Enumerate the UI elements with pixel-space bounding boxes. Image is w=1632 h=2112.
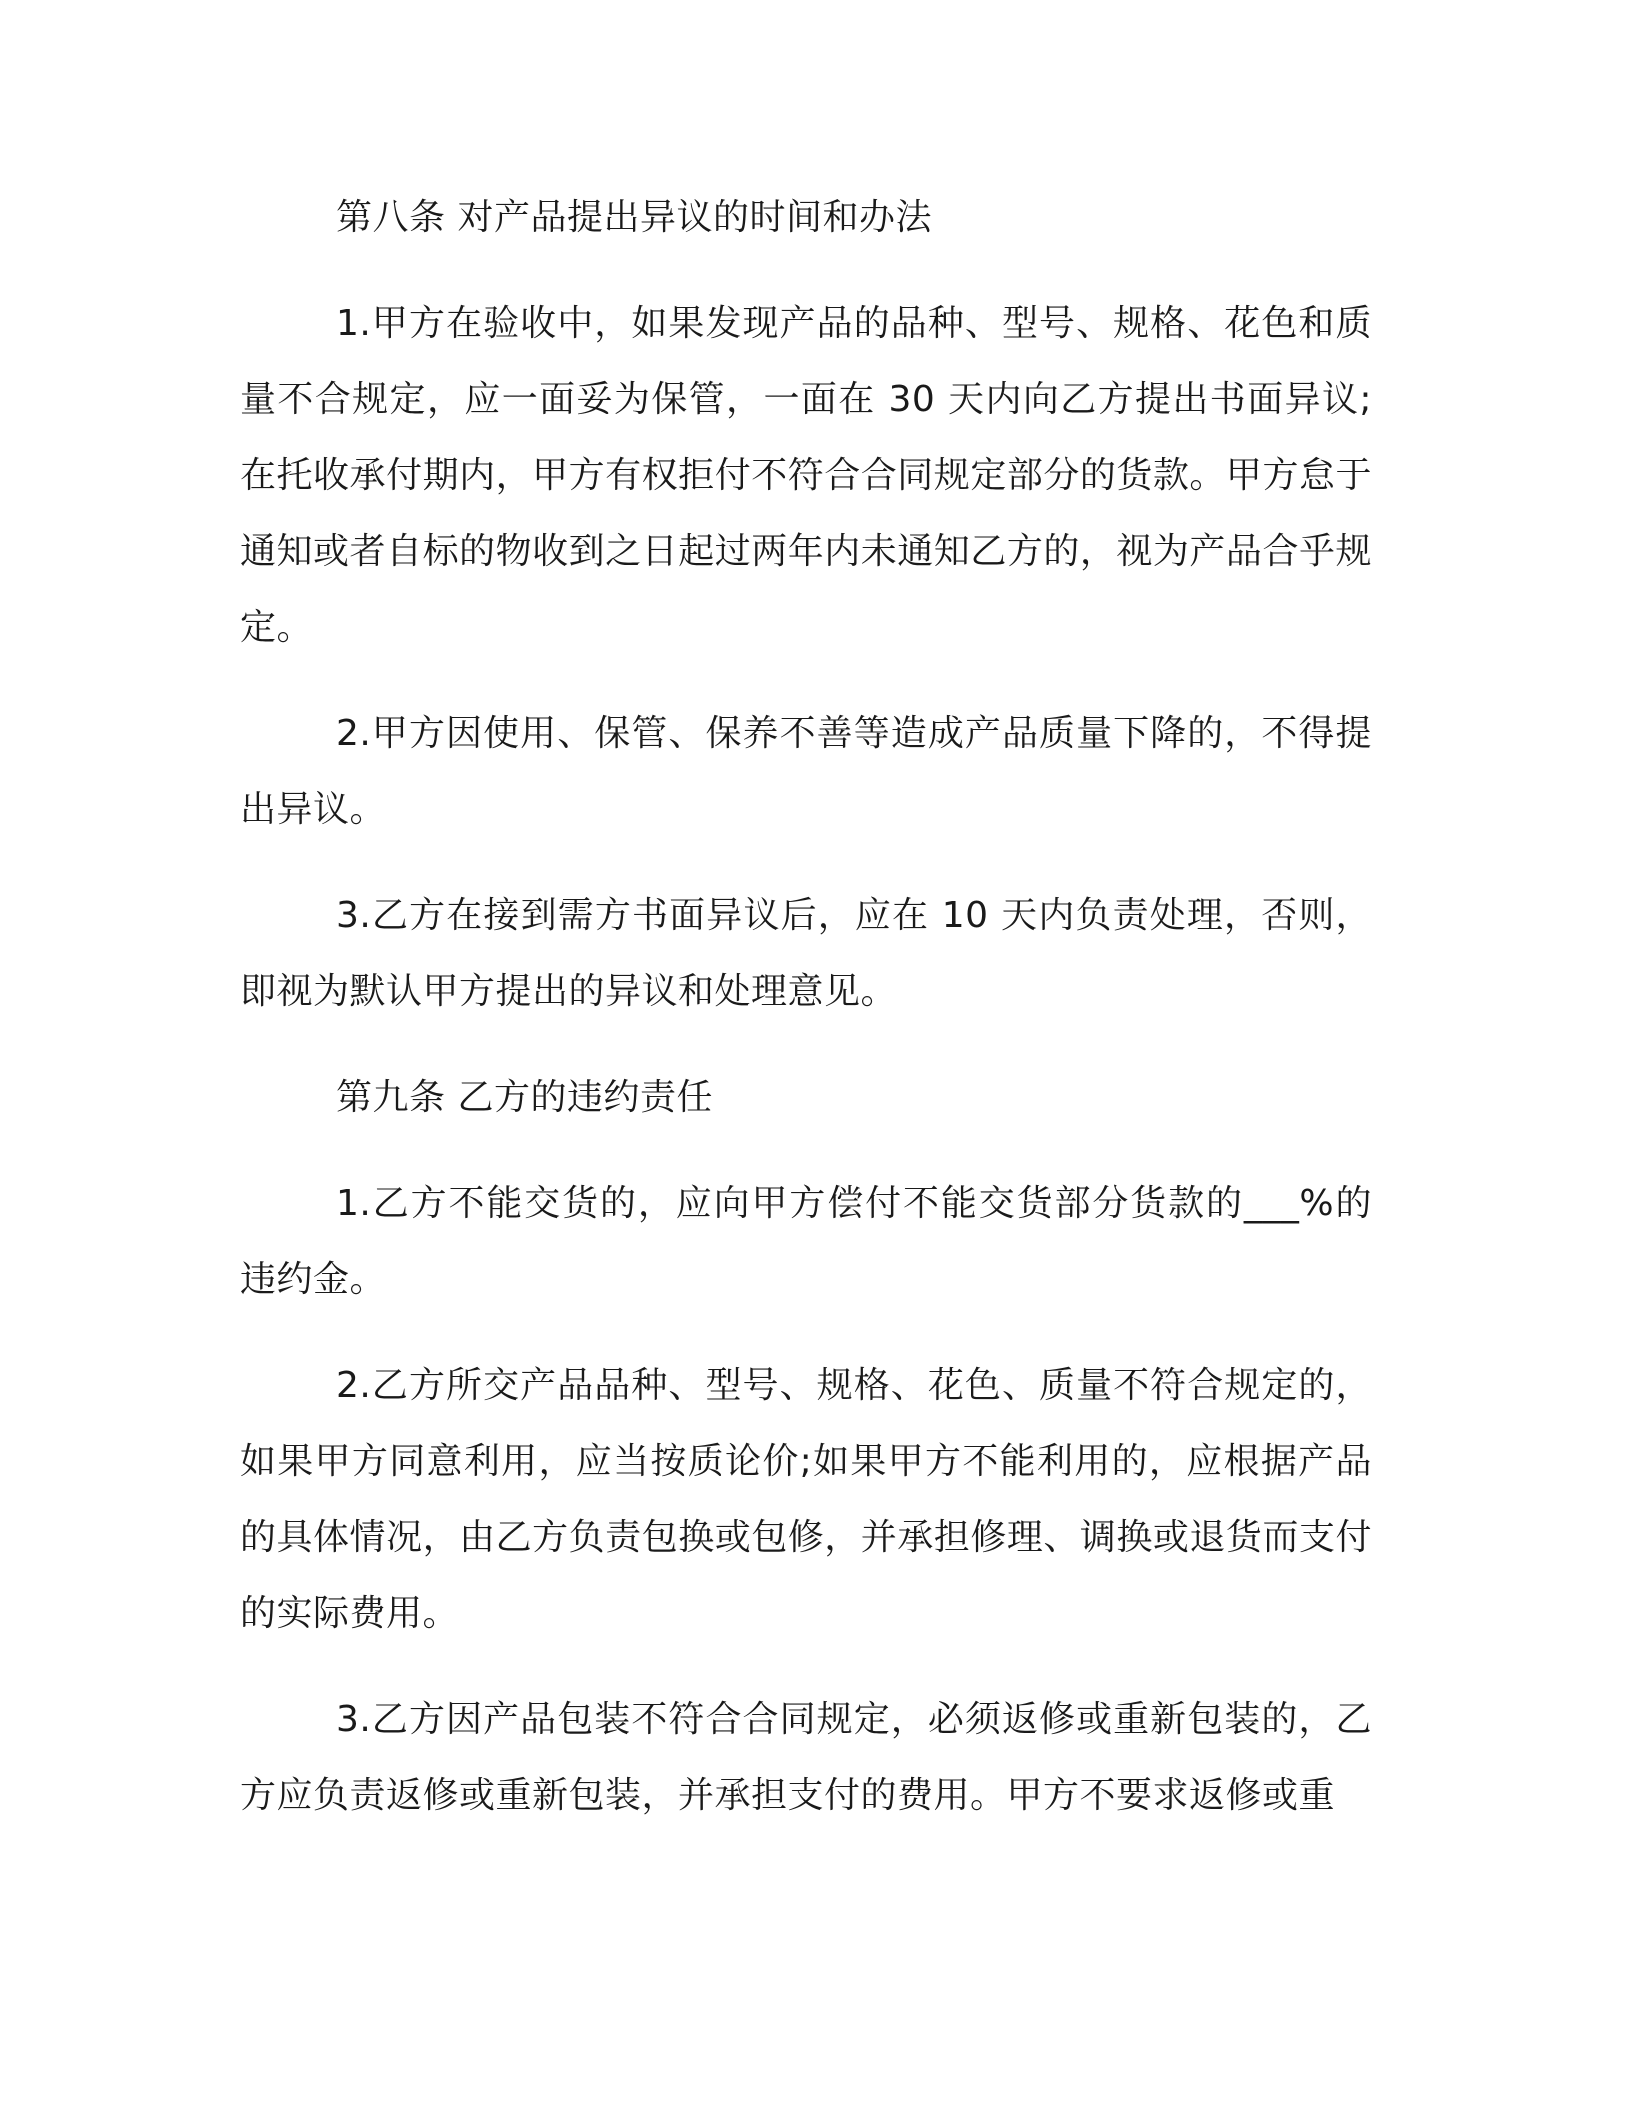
article-8-clause-1: 1.甲方在验收中，如果发现产品的品种、型号、规格、花色和质量不合规定，应一面妥为保管，一面在 30 天内向乙方提出书面异议;在托收承付期内，甲方有权拒付不符合合同规定部分的货款。甲方怠于通知或者自标的物收到之日起过两年内未通知乙方的，视为产品合乎规定。 [240, 303, 1372, 648]
document-body [240, 180, 1372, 1864]
article-9-clause-1: 1.乙方不能交货的，应向甲方偿付不能交货部分货款的___%的违约金。 [240, 1183, 1372, 1300]
article-9-clause-2: 2.乙方所交产品品种、型号、规格、花色、质量不符合规定的，如果甲方同意利用，应当按质论价;如果甲方不能利用的，应根据产品的具体情况，由乙方负责包换或包修，并承担修理、调换或退货而支付的实际费用。 [240, 1365, 1372, 1634]
article-9-clause-3: 3.乙方因产品包装不符合合同规定，必须返修或重新包装的，乙方应负责返修或重新包装，并承担支付的费用。甲方不要求返修或重 [240, 1699, 1372, 1816]
article-8-clause-2: 2.甲方因使用、保管、保养不善等造成产品质量下降的，不得提出异议。 [240, 713, 1372, 830]
article-9-heading: 第九条 乙方的违约责任 [336, 1077, 713, 1118]
article-8-heading: 第八条 对产品提出异议的时间和办法 [336, 197, 932, 238]
article-8-clause-3: 3.乙方在接到需方书面异议后，应在 10 天内负责处理，否则，即视为默认甲方提出的异议和处理意见。 [240, 895, 1372, 1012]
